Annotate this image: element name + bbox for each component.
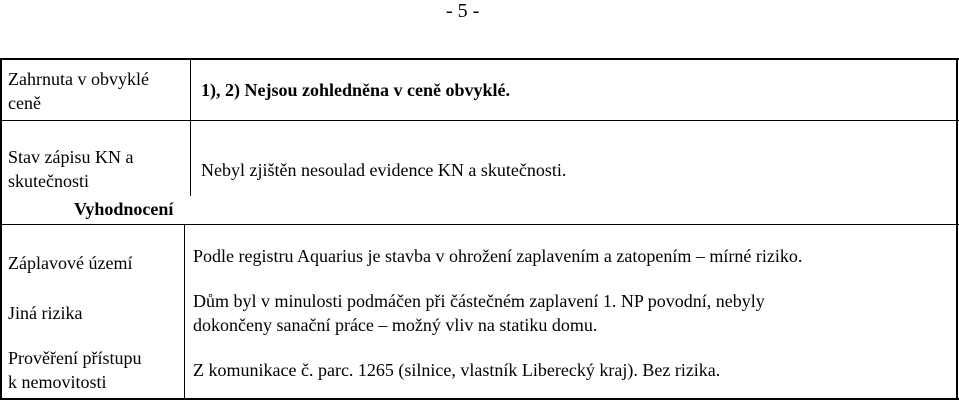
row-divider-1 (0, 120, 959, 121)
other-risks-value-line2: dokončeny sanační práce – možný vliv na statiku domu. (193, 315, 598, 335)
access-label-line1: Prověření přístupu (8, 348, 142, 368)
access-value: Z komunikace č. parc. 1265 (silnice, vlastník Liberecký kraj). Bez rizika. (193, 360, 721, 380)
flood-value: Podle registru Aquarius je stavba v ohrožení zaplavením a zatopením – mírné riziko. (193, 246, 803, 266)
table-border-right (956, 58, 958, 400)
included-value: 1), 2) Nejsou zohledněna v ceně obvyklé. (201, 80, 510, 100)
cadastre-label-line1: Stav zápisu KN a (8, 147, 134, 167)
table-border-bottom (0, 398, 959, 400)
cadastre-label-line2: skutečnosti (8, 171, 89, 191)
access-label-line2: k nemovitosti (8, 372, 107, 392)
included-label-line2: ceně (8, 93, 41, 113)
section-heading: Vyhodnocení (74, 199, 174, 219)
other-risks-label: Jiná rizika (8, 303, 83, 323)
flood-label: Záplavové území (8, 253, 133, 273)
page-number: - 5 - (446, 0, 480, 22)
included-label-line1: Zahrnuta v obvyklé (8, 69, 149, 89)
table-border-top (0, 58, 959, 60)
cadastre-value: Nebyl zjištěn nesoulad evidence KN a skutečnosti. (201, 160, 567, 180)
table-border-left (0, 58, 2, 400)
row-divider-2 (0, 224, 959, 225)
column-divider-upper (190, 58, 191, 196)
other-risks-value-line1: Dům byl v minulosti podmáčen při částečném zaplavení 1. NP povodní, nebyly (193, 291, 765, 311)
column-divider-lower (184, 224, 185, 400)
